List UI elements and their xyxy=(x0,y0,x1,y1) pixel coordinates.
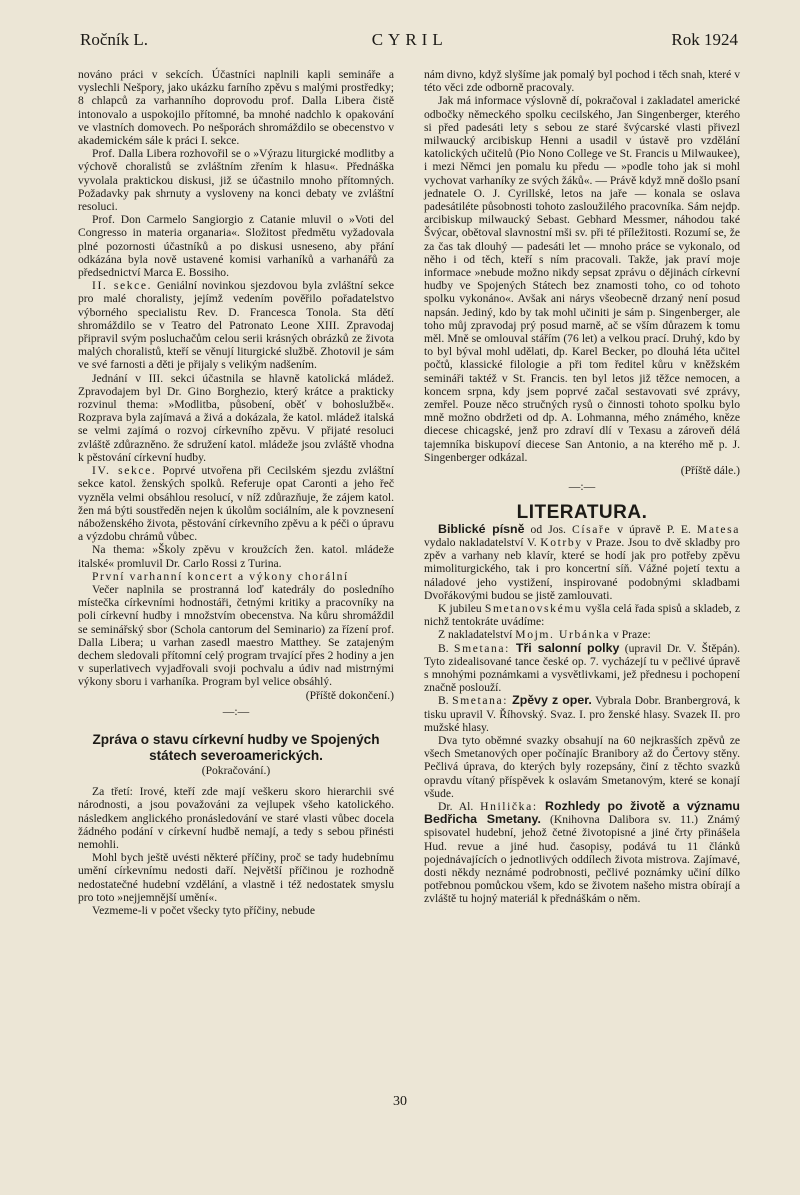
paragraph: Vezmeme-li v počet všecky tyto příčiny, nebude xyxy=(92,903,315,917)
paragraph: Prof. Don Carmelo Sangiorgio z Catanie mluvil o »Voti del Congresso in materia organaria«. Složitost předmětu vyžadovala plné pozornosti účastníků a po diskusi usneseno, aby přání odkázána byla nově ustavené komisi varhaníků a varhanářů za předsednictví Marca E. Bossiho. xyxy=(78,213,394,280)
separator: —:— xyxy=(222,704,250,718)
separator: —:— xyxy=(568,480,596,494)
paragraph: Na thema: »Školy zpěvu v kroužcích žen. katol. mládeže italské« promluvil Dr. Carlo Rossi z Turina. xyxy=(78,543,394,570)
literature-entry: Biblické písně od Jos. Císaře v úpravě P. E. Matesa vydalo nakladatelství V. Kotrby v Praze. Jsou to dvě skladby pro zpěv a varhany neb klavír, které se hodí jak pro potřeby zpěvu mimoliturgického, tak i pro koncertní síň. Vážné pojetí textu a náladové jeho vystižení, inspirované podobnými skladbami Dvořákovými budou se jistě zamlouvati. xyxy=(424,521,741,602)
literature-entry: K jubileu Smetanovskému vyšla celá řada spisů a skladeb, z nichž tentokráte uvádíme: xyxy=(424,601,740,629)
article-title: Zpráva o stavu církevní hudby ve Spojených státech severoamerických. xyxy=(92,731,380,763)
paragraph: nováno práci v sekcích. Účastníci naplnili kapli seminářе a vyslechli Nešpory, jako ukázku farního zpěvu s malými prostředky; 8 chlapců za varhanního doprovodu prof. Dalla Libera čistě intonovalo a uspokojilo přítomné, ba mnohé nadchlo k opakování ve vlastních domovech. Po nešporách shromáždilo se obecenstvo v akademickém sále k práci I. sekce. xyxy=(78,68,394,148)
volume-label: Ročník L. xyxy=(80,30,148,49)
paragraph: Mohl bych ještě uvésti některé příčiny, proč se tady hudebnímu umění církevnímu nedosti daří. Největší příčinou je rozhodně nedostatečné hudební vzdělání, a vlastně i též nedostatek smyslu pro toto »nejjemnější umění«. xyxy=(78,851,394,904)
paragraph: Za třetí: Irové, kteří zde mají veškeru skoro hierarchii své národnosti, a jsou považováni za vejlupek všeho katolického. následkem anglického pronásledování ve staré vlasti vůbec docela žádného podání v církevní hudbě nemají, a tedy s sebou přinésti nemohli. xyxy=(78,785,394,851)
paragraph: IV. sekce. Poprvé utvořena při Cecilském sjezdu zvláštní sekce katol. ženských spolků. Referuje opat Caronti a jeho řeč vyzněla velmi obsáhlou resolucí, v níž zdůrazňuje, že zájem katol. žen má býti soustředěn nejen k úkolům sociálním, ale k povznesení náboženského života, pěstování církevního zpěvu a k péči o úpravu a výzdobu chrámů vůbec. xyxy=(78,464,394,544)
literature-entry: Dr. Al. Hnilička: Rozhledy po životě a významu Bedřicha Smetany. (Knihovna Dalibora sv. 11.) Známý spisovatel hudební, jehož četné životopisné a jiné črty přinášela Hud. revue a jiné hud. časopisy, podává tu 11 článků pojednávajících o jednotlivých oddílech života mistrova. Zajímavé, dosti někdy neznámé podrobnosti, pečlivé poznámky učiní dílko potřebnou pomůckou všem, kdo se životem našeho mistra obírají a zvláště tu hojný materiál k přednáškám o něm. xyxy=(424,798,740,906)
literature-entry: B. Smetana: Zpěvy z oper. Vybrala Dobr. Branbergrová, k tisku upravil V. Říhovský. Svaz. I. pro ženské hlasy. Svazek II. pro mužské hlasy. xyxy=(424,693,740,734)
left-column xyxy=(78,68,394,917)
masthead: CYRIL xyxy=(371,30,448,49)
paragraph: Prof. Dalla Libera rozhovořil se o »Výrazu liturgické modlitby a výchově choralistů se zvláštním zřením k hlasu«. Přednáška vyvolala praktickou diskusi, již se účastnilo mnoho přítomných. Požadavky pak shrnuty a vysloveny na konci debaty ve zvláštní resoluci. xyxy=(78,147,394,214)
page-number: 30 xyxy=(393,1094,407,1109)
paragraph: II. sekce. Geniální novinkou sjezdovou byla zvláštní sekce pro malé choralisty, jejímž vedením pověřilo pořadatelstvo výborného specialistu Rev. D. Francesca Tonola. Sta dětí shromáždilo se v Teatro del Patronato Leone XIII. Zpravodaj připravil svým posluchačům celou serii krásných obrázků ze života malých choralistů, kteří se věnují liturgické službě. Zhotovil je sám ve své farnosti a děti je přijaly s velikým nadšením. xyxy=(78,279,394,372)
literature-entry: Dva tyto oběmné svazky obsahují na 60 nejkrasších zpěvů ze všech Smetanových oper počínajíc Branibory až do Čertovy stěny. Pečlivá úprava, do kterých byly rozepsány, činí z těchto svazků opravdu vítaný příspěvek k oslavám Smetanovým, které se konají všude. xyxy=(424,733,740,800)
section-lead: IV. sekce. xyxy=(92,464,157,478)
year-label: Rok 1924 xyxy=(671,30,738,49)
continuation-note: (Příště dále.) xyxy=(680,464,740,478)
literature-heading: LITERATURA. xyxy=(516,501,648,523)
page-header xyxy=(80,30,738,64)
subheading: První varhanní koncert a výkony chorální xyxy=(92,569,349,583)
paragraph: nám divno, když slyšíme jak pomalý byl pochod i těch snah, které v této věci zde odborně pracovaly. xyxy=(424,68,740,95)
literature-entry: Z nakladatelství Mojm. Urbánka v Praze: xyxy=(438,628,651,642)
right-column xyxy=(424,68,740,906)
article-subtitle: (Pokračování.) xyxy=(201,763,271,777)
paragraph: Jednání v III. sekci účastnila se hlavně katolická mládež. Zpravodajem byl Dr. Gino Borghezio, který krátce a prakticky rozvinul thema: »Modlitba, působení, oběť v bohoslužbě«. Rozprava byla zajímavá a živá a dokázala, že katol. mládež italská se velmi zajímá o rozvoj církevního zpěvu. V přijaté resoluci zvláště zdůrazněno. že sdružení katol. mládeže jsou zvláště vhodna k pěstování církevní hudby. xyxy=(78,371,394,464)
continuation-note: (Příště dokončení.) xyxy=(305,688,394,702)
paragraph: Večer naplnila se prostranná loď katedrály do posledního místečka církevními hodnostáři, četnými kritiky a pracovníky na poli církevní hudby i množstvím obecenstva. Na kůru shromáždil se seminářský sbor (Schola cantorum del Seminario) za řízení prof. Dalla Libera; u varhan zasedl maestro Matthey. Se zatajeným dechem sledovali přítomní celý program trvající přes 2 hodiny a jen v superlativech vyjadřovali svoji pochvalu a údiv nad mistrnými výkony sboru i varhaníka. Program byl velice obsáhlý. xyxy=(78,582,394,689)
paragraph: Jak má informace výslovně dí, pokračoval i zakladatel americké odbočky německého spolku cecilského, Jan Singenberger, kterého si před padesáti lety s sebou ze staré švýcarské vlasti přivezl milwaucký arcibiskup Henni a usadil v ústavě pro vzdělání katolických učitelů (Pio Nono College ve St. Francis u Milwaukee), i mezi Němci jen pomalu ku předu — »podle toho jak si mohl vychovat varhaníky ze svých žáků«. — Právě když mně došlo psaní jednatele O. J. Cyrillské, letos na jaře — konala se oslava padesátiléte působnosti tohoto zasloužilého pracovníka. Sám nejdp. arcibiskup milwaucký Sebast. Gebhard Messmer, náhodou také Švýcar, obětoval slavnostní mši sv. při té příležitosti. Rozumí se, že za čas tak dlouhý — padesáti let — mnoho práce se vykonalo, od něho i od těch, kteří s ním pracovali. Takže, jak praví moje informace »nebude možno nikdy sepsat zprávu o dějinách církevní hudby ve Spojených Státech bez znamosti toho, co od tohoto spolku vykonáno«. Avšak ani nárys všeobecně drzaný není posud napsán. Jediný, kdo by tak mohl učiniti je sám p. Singenberger, ale toho můj zpravodaj prý posud marně, ač se vším důrazem k tomu měl. Mně se omlouval stářím (76 let) a velkou prací. Druhý, kdo by to byl býval mohl udělati, dp. Karel Becker, po dlouhá léta učitel počtů, klassické filologie a při tom ředitel kůru v kněžském semináři taktéž v St. Francis. ten byl letos již těžce nemocen, a koncem srpna, kdy jsem poprvé začal sestavovati své zprávy, zemřel. Pouze něco stručných rysů o činnosti tohoto spolku bylo mně možno obdržeti od dp. A. Lohmanna, mého známého, kněze diecese chicagské, jenž pro zdraví dlí v Texasu a zároveň délá tajemníka biskupoví diecese San Antonio, a na kterého mě p. J. Singenberger odkázal. xyxy=(424,94,740,464)
literature-entry: B. Smetana: Tři salonní polky (upravil Dr. V. Štěpán). Tyto zidealisované tance české op. 7. vycházejí tu v pečlivé úpravě s mnohými poznámkami a vysvětlivkami, jež přednesu i pochopení značně poslouží. xyxy=(424,640,740,695)
section-lead: II. sekce. xyxy=(92,279,153,293)
